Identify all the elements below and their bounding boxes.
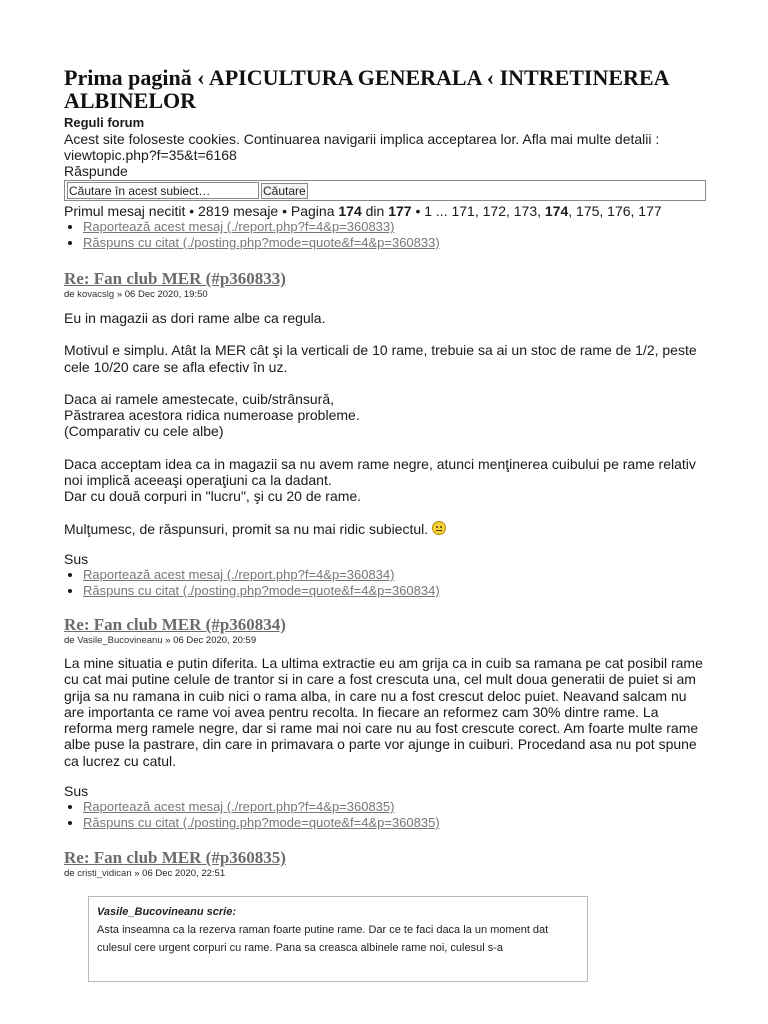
back-to-top-link[interactable]: Sus: [64, 550, 89, 567]
post: [64, 615, 706, 831]
post-title: [64, 269, 706, 289]
report-post-link[interactable]: Raportează acest mesaj (./report.php?f=4&p=360834): [83, 566, 395, 582]
quote-reply-link[interactable]: Răspuns cu citat (./posting.php?mode=quote&f=4&p=360833): [83, 235, 440, 250]
post-title-link[interactable]: Re: Fan club MER (#p360833): [64, 269, 286, 288]
post-body: [64, 310, 706, 537]
list-item: [83, 567, 706, 583]
report-post-link[interactable]: Raportează acest mesaj (./report.php?f=4&p=360833): [83, 219, 395, 234]
quote-reply-link[interactable]: Răspuns cu citat (./posting.php?mode=quote&f=4&p=360835): [83, 815, 440, 831]
report-post-link[interactable]: Raportează acest mesaj (./report.php?f=4&p=360835): [83, 799, 395, 815]
quote-author: Vasile_Bucovineanu scrie:: [97, 906, 236, 919]
post: [64, 269, 706, 599]
breadcrumb-title: Prima pagină ‹ APICULTURA GENERALA ‹ INTRETINEREA ALBINELOR: [64, 65, 669, 113]
post-paragraph: Păstrarea acestora ridica numeroase probleme.: [64, 407, 360, 424]
quote-reply-link[interactable]: Răspuns cu citat (./posting.php?mode=quote&f=4&p=360834): [83, 582, 440, 598]
quote-block: [88, 896, 588, 982]
pagination-total: 177: [388, 203, 412, 219]
post-paragraph: (Comparativ cu cele albe): [64, 423, 224, 440]
list-item: [83, 799, 706, 815]
post-paragraph: La mine situatia e putin diferita. La ultima extractie eu am grija ca in cuib sa ramana pe cat posibil rame cu cat mai putine celule de trantor si in care a fost crescuta una, cel mult doua generatii de puiet si am grija sa nu ramana in cuib nici o rama alba, in care nu a fost crescut deloc puiet. Neavand salcam nu are importanta ce rame voi avea pentru recolta. In fiecare an reformez cam 30% dintre rame. La reforma merg ramele negre, dar si rame mai noi care nu au fost crescute corect. Am foarte multe rame albe puse la pastrare, din care in primavara o parte vor ajunge in cuiburi. Procedand asa nu pot spune ca lucrez cu catul.: [64, 654, 703, 769]
post-title-link[interactable]: Re: Fan club MER (#p360835): [64, 848, 286, 868]
list-item: [83, 583, 706, 599]
cookie-notice: Acest site foloseste cookies. Continuarea navigarii implica acceptarea lor. Afla mai multe detalii : viewtopic.php?f=35&t=6168: [64, 131, 660, 163]
back-to-top-link[interactable]: Sus: [64, 783, 89, 800]
post-author[interactable]: kovacslg: [77, 289, 115, 300]
topic-search-input[interactable]: [67, 182, 259, 199]
post-title: [64, 848, 706, 868]
quote-text: Asta inseamna ca la rezerva raman foarte putine rame. Dar ce te faci daca la un moment dat culesul cere urgent corpuri cu rame. Pana sa creasca albinele rame noi, culesul s-a: [97, 924, 549, 955]
pagination-of: din: [361, 203, 389, 219]
post-paragraph: Daca ai ramele amestecate, cuib/strânsură,: [64, 390, 335, 407]
top-post-actions: [64, 219, 706, 251]
pagination-pages-prefix[interactable]: • 1 ... 171, 172, 173,: [411, 203, 545, 219]
pagination-prefix: Primul mesaj necitit • 2819 mesaje • Pagina: [64, 203, 339, 219]
post-paragraph-closing: [64, 521, 706, 537]
topic-search-bar: [64, 180, 706, 201]
post-title-link[interactable]: Re: Fan club MER (#p360834): [64, 614, 286, 634]
post-paragraph: Daca acceptam idea ca in magazii sa nu avem rame negre, atunci menţinerea cuibului pe rame relativ noi implică aceeaşi operaţiuni ca la dadant.: [64, 455, 696, 489]
pagination-current: 174: [338, 203, 362, 219]
post-paragraph: Dar cu două corpuri in "lucru", şi cu 20 de rame.: [64, 488, 362, 505]
list-item: [83, 219, 706, 235]
post-actions: [64, 799, 706, 831]
pagination-pages-suffix[interactable]: , 175, 176, 177: [568, 203, 662, 219]
post-paragraph: Eu in magazii as dori rame albe ca regula.: [64, 310, 326, 326]
post-date: » 06 Dec 2020, 22:51: [131, 868, 226, 880]
post-actions: [64, 567, 706, 599]
post-date: » 06 Dec 2020, 19:50: [114, 289, 208, 300]
post-body: [64, 655, 706, 769]
post-date: » 06 Dec 2020, 20:59: [162, 634, 257, 646]
post-meta: [64, 289, 706, 301]
pagination: [64, 203, 706, 219]
post-author[interactable]: cristi_vidican: [77, 868, 132, 880]
pagination-current-page: 174: [544, 203, 569, 219]
post-author[interactable]: Vasile_Bucovineanu: [77, 634, 163, 646]
post: [64, 848, 706, 982]
list-item: [83, 235, 706, 251]
smile-emoji-icon: [432, 521, 446, 535]
forum-rules-link[interactable]: Reguli forum: [64, 115, 145, 130]
post-meta: [64, 635, 706, 647]
list-item: [83, 815, 706, 831]
post-paragraph: Motivul e simplu. Atât la MER cât şi la verticali de 10 rame, trebuie sa ai un stoc de rame de 1/2, peste cele 10/20 care se afla efectiv în uz.: [64, 342, 697, 375]
post-by: de: [64, 289, 78, 300]
post-by: de: [64, 634, 78, 646]
post-title: [64, 615, 706, 635]
reply-button[interactable]: Răspunde: [64, 163, 128, 179]
post-paragraph: Mulţumesc, de răspunsuri, promit sa nu mai ridic subiectul.: [64, 520, 429, 537]
post-by: de: [64, 868, 78, 880]
post-meta: [64, 868, 706, 880]
page: [64, 66, 706, 982]
search-button[interactable]: Căutare: [263, 183, 306, 198]
